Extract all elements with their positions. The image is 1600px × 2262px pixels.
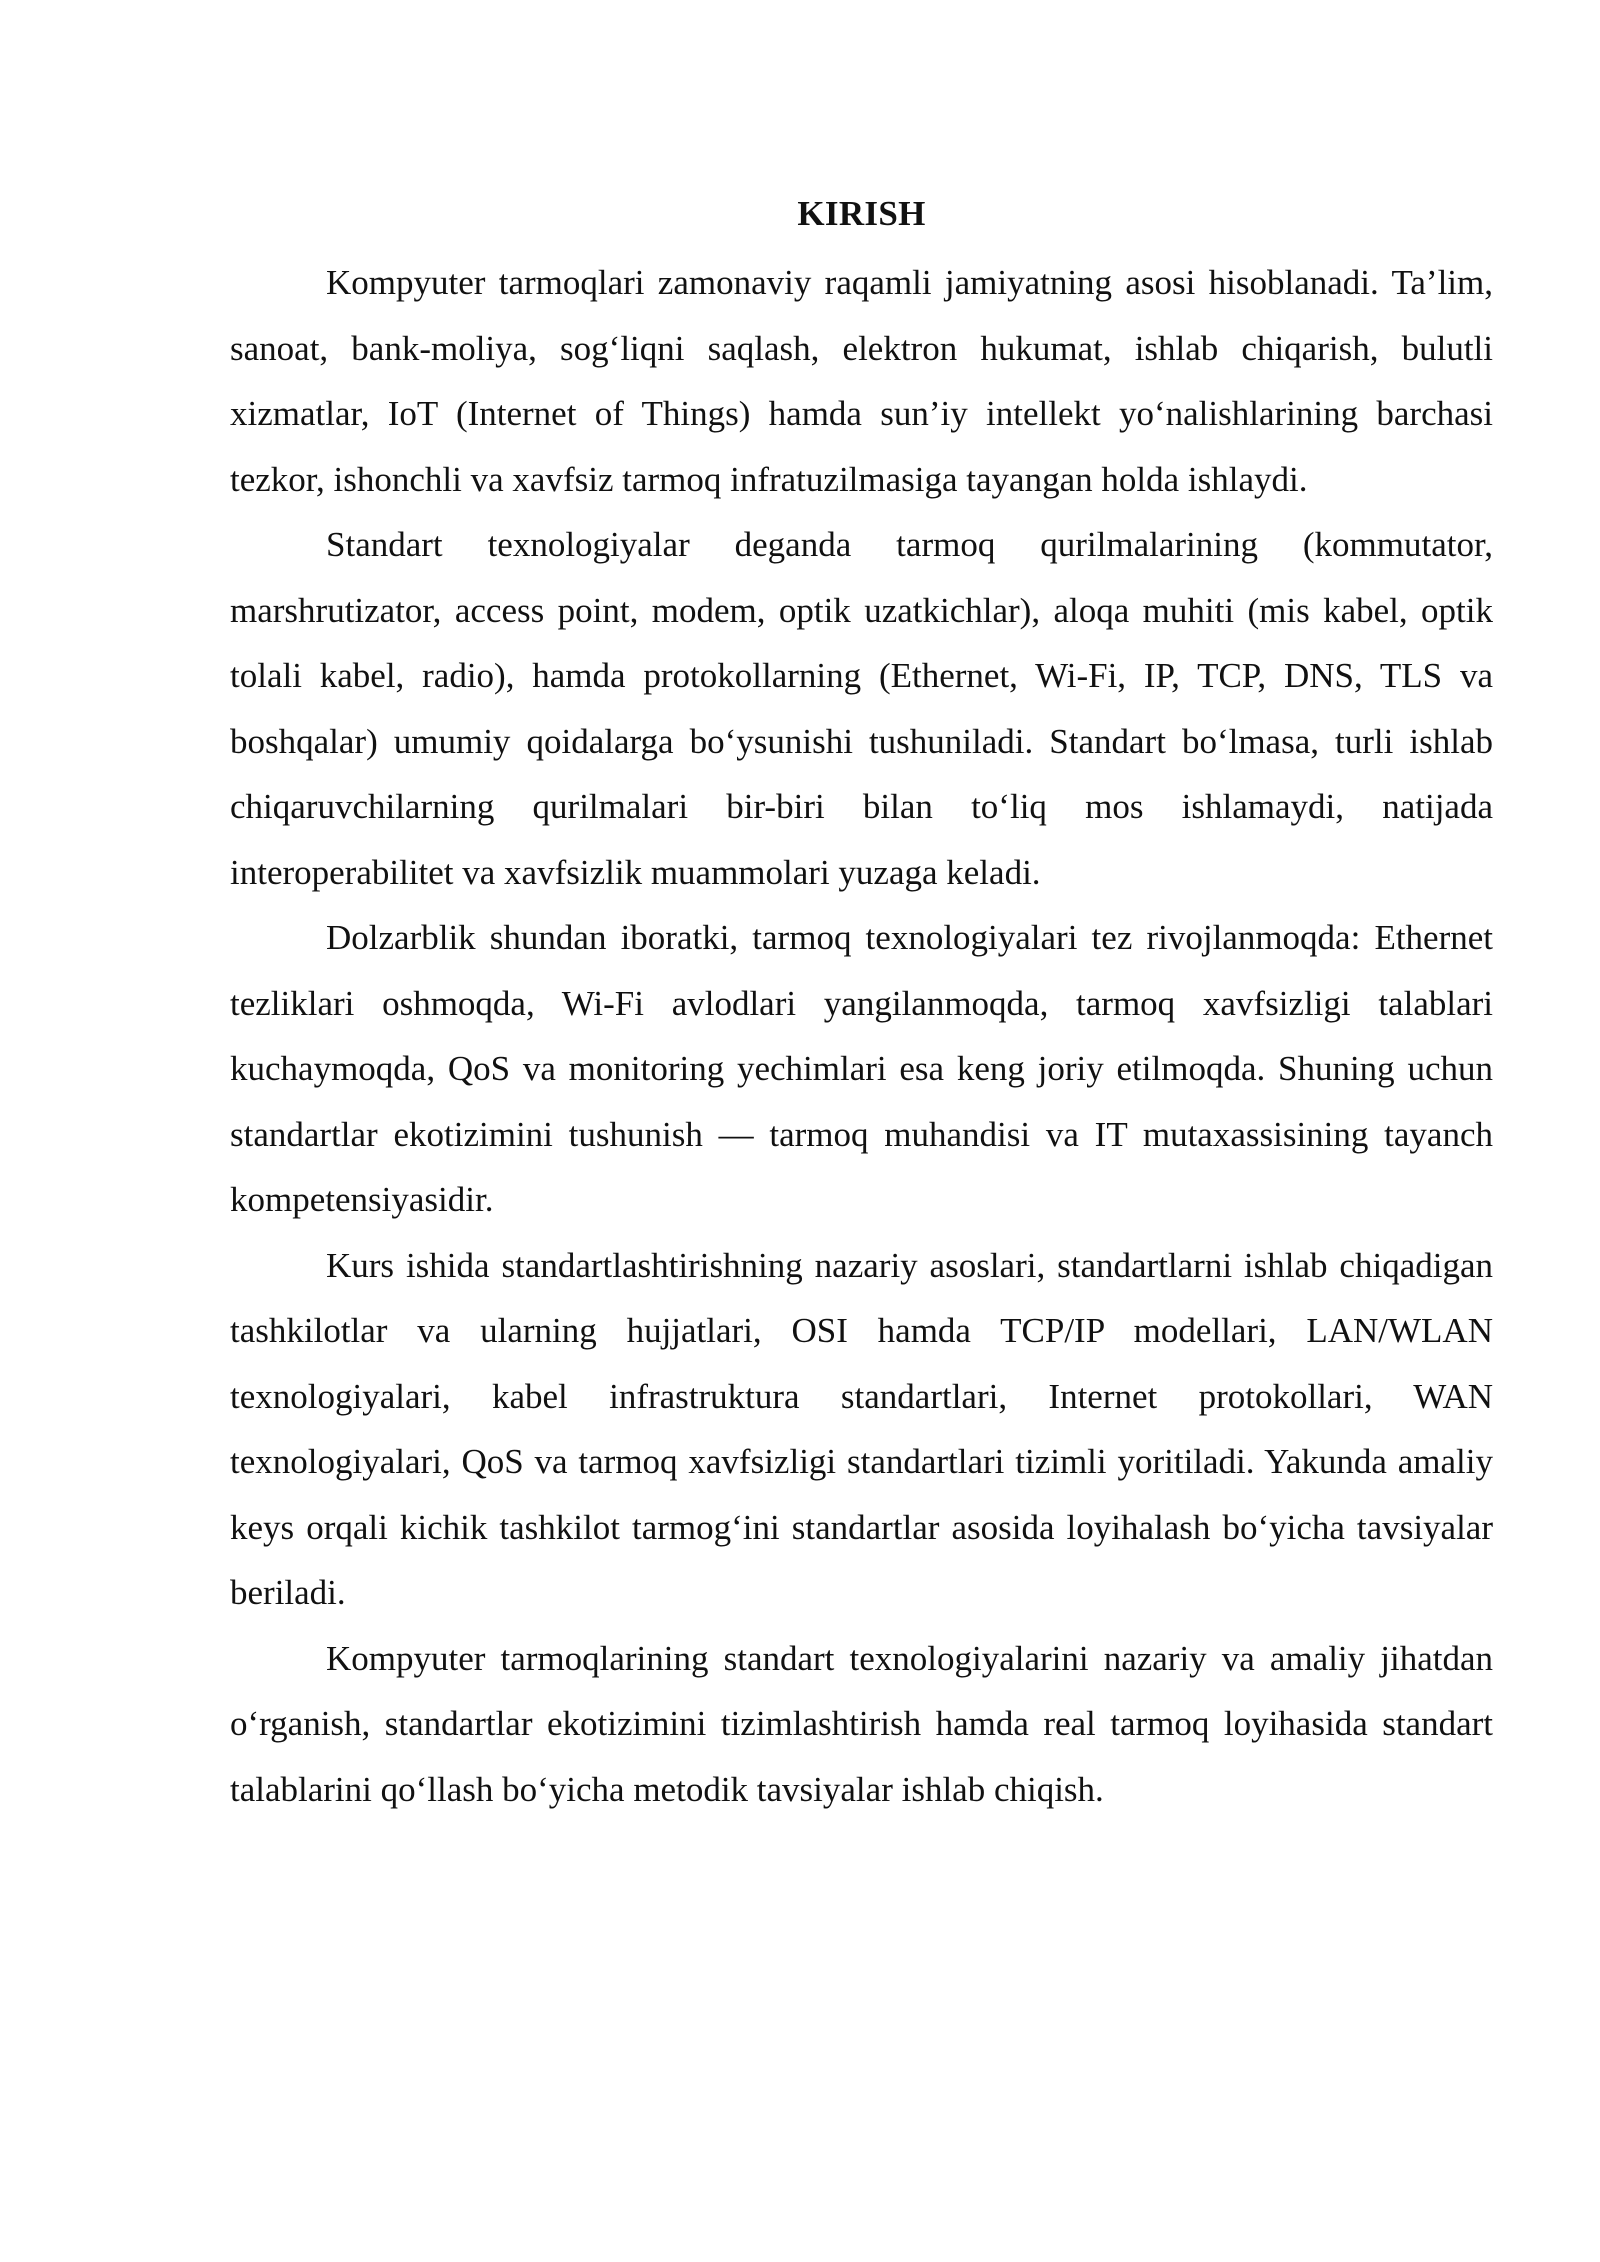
paragraph-course-scope: Kurs ishida standartlashtirishning nazariy asoslari, standartlarni ishlab chiqadigan tashkilotlar va ularning hujjatlari, OSI hamda TCP/IP modellari, LAN/WLAN texnologiyalari, kabel infrastruktura standartlari, Internet protokollari, WAN texnologiyalari, QoS va tarmoq xavfsizligi standartlari tizimli yoritiladi. Yakunda amaliy keys orqali kichik tashkilot tarmog‘ini standartlar asosida loyihalash bo‘yicha tavsiyalar beriladi.: [230, 1245, 1493, 1612]
paragraph-goal: Kompyuter tarmoqlarining standart texnologiyalarini nazariy va amaliy jihatdan o‘rganish, standartlar ekotizimini tizimlashtirish hamda real tarmoq loyihasida standart talablarini qo‘llash bo‘yicha metodik tavsiyalar ishlab chiqish.: [230, 1638, 1493, 1809]
paragraph-standard-technologies: Standart texnologiyalar deganda tarmoq qurilmalarining (kommutator, marshrutizator, access point, modem, optik uzatkichlar), aloqa muhiti (mis kabel, optik tolali kabel, radio), hamda protokollarning (Ethernet, Wi-Fi, IP, TCP, DNS, TLS va boshqalar) umumiy qoidalarga bo‘ysunishi tushuniladi. Standart bo‘lmasa, turli ishlab chiqaruvchilarning qurilmalari bir-biri bilan to‘liq mos ishlamaydi, natijada interoperabilitet va xavfsizlik muammolari yuzaga keladi.: [230, 525, 1493, 892]
page-title: KIRISH: [797, 194, 926, 233]
document-body: [230, 186, 1493, 1822]
paragraph-relevance: Dolzarblik shundan iboratki, tarmoq texnologiyalari tez rivojlanmoqda: Ethernet tezliklari oshmoqda, Wi-Fi avlodlari yangilanmoqda, tarmoq xavfsizligi talablari kuchaymoqda, QoS va monitoring yechimlari esa keng joriy etilmoqda. Shuning uchun standartlar ekotizimini tushunish — tarmoq muhandisi va IT mutaxassisining tayanch kompetensiyasidir.: [230, 918, 1493, 1219]
paragraph-introduction: Kompyuter tarmoqlari zamonaviy raqamli jamiyatning asosi hisoblanadi. Ta’lim, sanoat, bank-moliya, sog‘liqni saqlash, elektron hukumat, ishlab chiqarish, bulutli xizmatlar, IoT (Internet of Things) hamda sun’iy intellekt yo‘nalishlarining barchasi tezkor, ishonchli va xavfsiz tarmoq infratuzilmasiga tayangan holda ishlaydi.: [230, 263, 1493, 499]
